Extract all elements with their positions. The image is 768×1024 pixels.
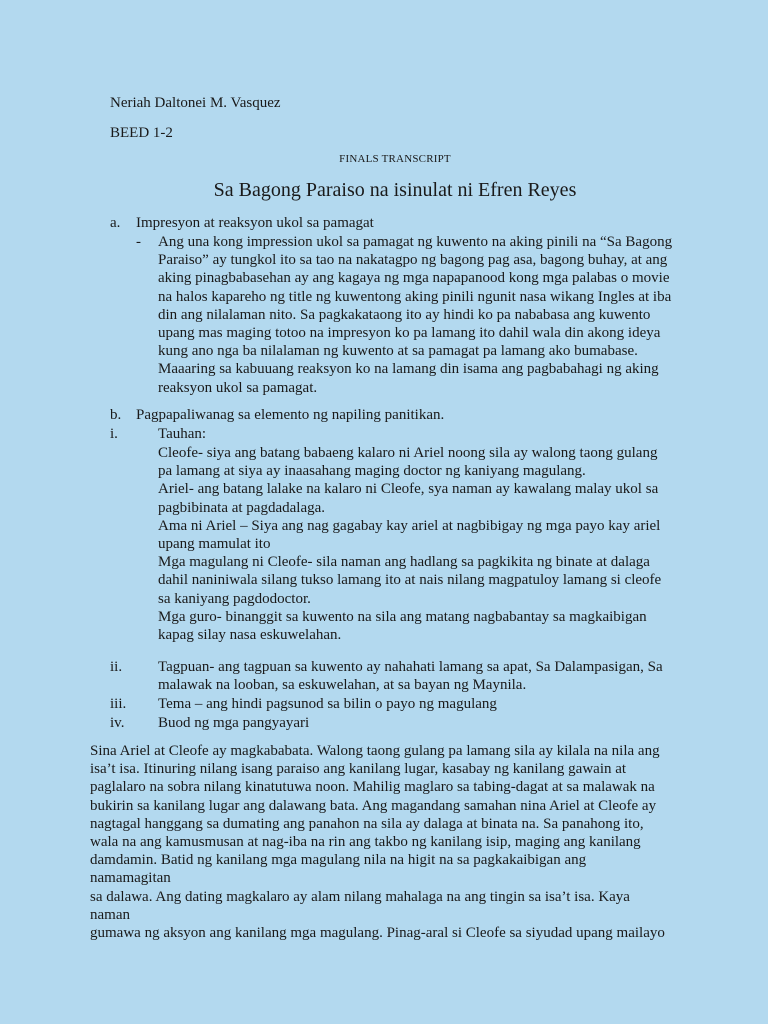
outline-a-heading: Impresyon at reaksyon ukol sa pamagat xyxy=(136,215,374,231)
author-name: Neriah Daltonei M. Vasquez xyxy=(110,95,281,111)
outline-marker-ii: ii. xyxy=(110,659,123,675)
course-section: BEED 1-2 xyxy=(110,125,173,141)
theme-text: Tema – ang hindi pagsunod sa bilin o payo ng magulang xyxy=(158,696,497,712)
outline-marker-b: b. xyxy=(110,407,122,423)
summary-paragraph: Sina Ariel at Cleofe ay magkababata. Walong taong gulang pa lamang sila ay kilala na nila ang isa’t isa. Itinuring nilang isang paraiso ang kanilang lugar, kasabay ng kanilang gawain at paglalaro na sobra nilang kinatutuwa noon. Mahilig maglaro sa tabing-dagat at sa malawak na bukirin sa kanilang lugar ang dalawang bata. Ang magandang samahan nina Ariel at Cleofe ay nagtagal hanggang sa dumating ang panahon na sila ay dalaga at binata na. Sa panahong ito, wala na ang kamusmusan at nag-iba na rin ang takbo ng kanilang isip, maging ang kanilang damdamin. Batid ng kanilang mga magulang nila na higit na sa pagkakaibigan ang namamagitan sa dalawa. Ang dating magkalaro ay alam nilang mahalaga na ang tingin sa isa’t isa. Kaya naman gumawa ng aksyon ang kanilang mga magulang. Pinag-aral si Cleofe sa siyudad upang mailayo xyxy=(90,743,665,942)
setting-text: Tagpuan- ang tagpuan sa kuwento ay nahahati lamang sa apat, Sa Dalampasigan, Sa malawak na looban, sa eskuwelahan, at sa bayan ng Maynila. xyxy=(158,659,663,694)
outline-marker-iv: iv. xyxy=(110,715,125,731)
document-type-heading: FINALS TRANSCRIPT xyxy=(339,153,451,165)
characters-list: Cleofe- siya ang batang babaeng kalaro ni Ariel noong sila ay walong taong gulang pa lamang at siya ay inaasahang maging doctor ng kaniyang magulang. Ariel- ang batang lalake na kalaro ni Cleofe, sya naman ay kawalang malay ukol sa pagbibinata at pagdadalaga. Ama ni Ariel – Siya ang nag gagabay kay ariel at nagbibigay ng mga payo kay ariel upang mamulat ito Mga magulang ni Cleofe- sila naman ang hadlang sa pagkikita ng binate at dalaga dahil naniniwala silang tukso lamang ito at nais nilang magpatuloy lamang si cleofe sa kaniyang pagdodoctor. Mga guro- binanggit sa kuwento na sila ang matang nagbabantay sa magkaibigan kapag silay nasa eskuwelahan. xyxy=(158,445,662,644)
title-impression-text: Ang una kong impression ukol sa pamagat ng kuwento na aking pinili na “Sa Bagong Paraiso” ay tungkol ito sa tao na nakatagpo ng bagong pag asa, bagong buhay, at ang aking pinagbabasehan ay ang kagaya ng mga napapanood kong mga palabas o movie na halos kapareho ng title ng kuwentong aking pinili ngunit nasa wikang Ingles at iba din ang nilalaman nito. Sa pagkakataong ito ay hindi ko pa nababasa ang kuwento upang mas maging totoo na impresyon ko pa lamang ito dahil wala din akong ideya kung ano nga ba nilalaman ng kuwento at sa pamagat pa lamang ako bumabase. Maaaring sa kabuuang reaksyon ko na lamang din isama ang pagbabahagi ng aking reaksyon ukol sa pamagat. xyxy=(158,234,673,396)
outline-marker-a: a. xyxy=(110,215,121,231)
outline-marker-iii: iii. xyxy=(110,696,127,712)
characters-heading: Tauhan: xyxy=(158,426,207,442)
outline-marker-i: i. xyxy=(110,426,118,442)
summary-heading: Buod ng mga pangyayari xyxy=(158,715,310,731)
bullet-dash: - xyxy=(136,234,141,250)
document-title: Sa Bagong Paraiso na isinulat ni Efren Reyes xyxy=(213,179,577,201)
outline-b-heading: Pagpapaliwanag sa elemento ng napiling panitikan. xyxy=(136,407,445,423)
